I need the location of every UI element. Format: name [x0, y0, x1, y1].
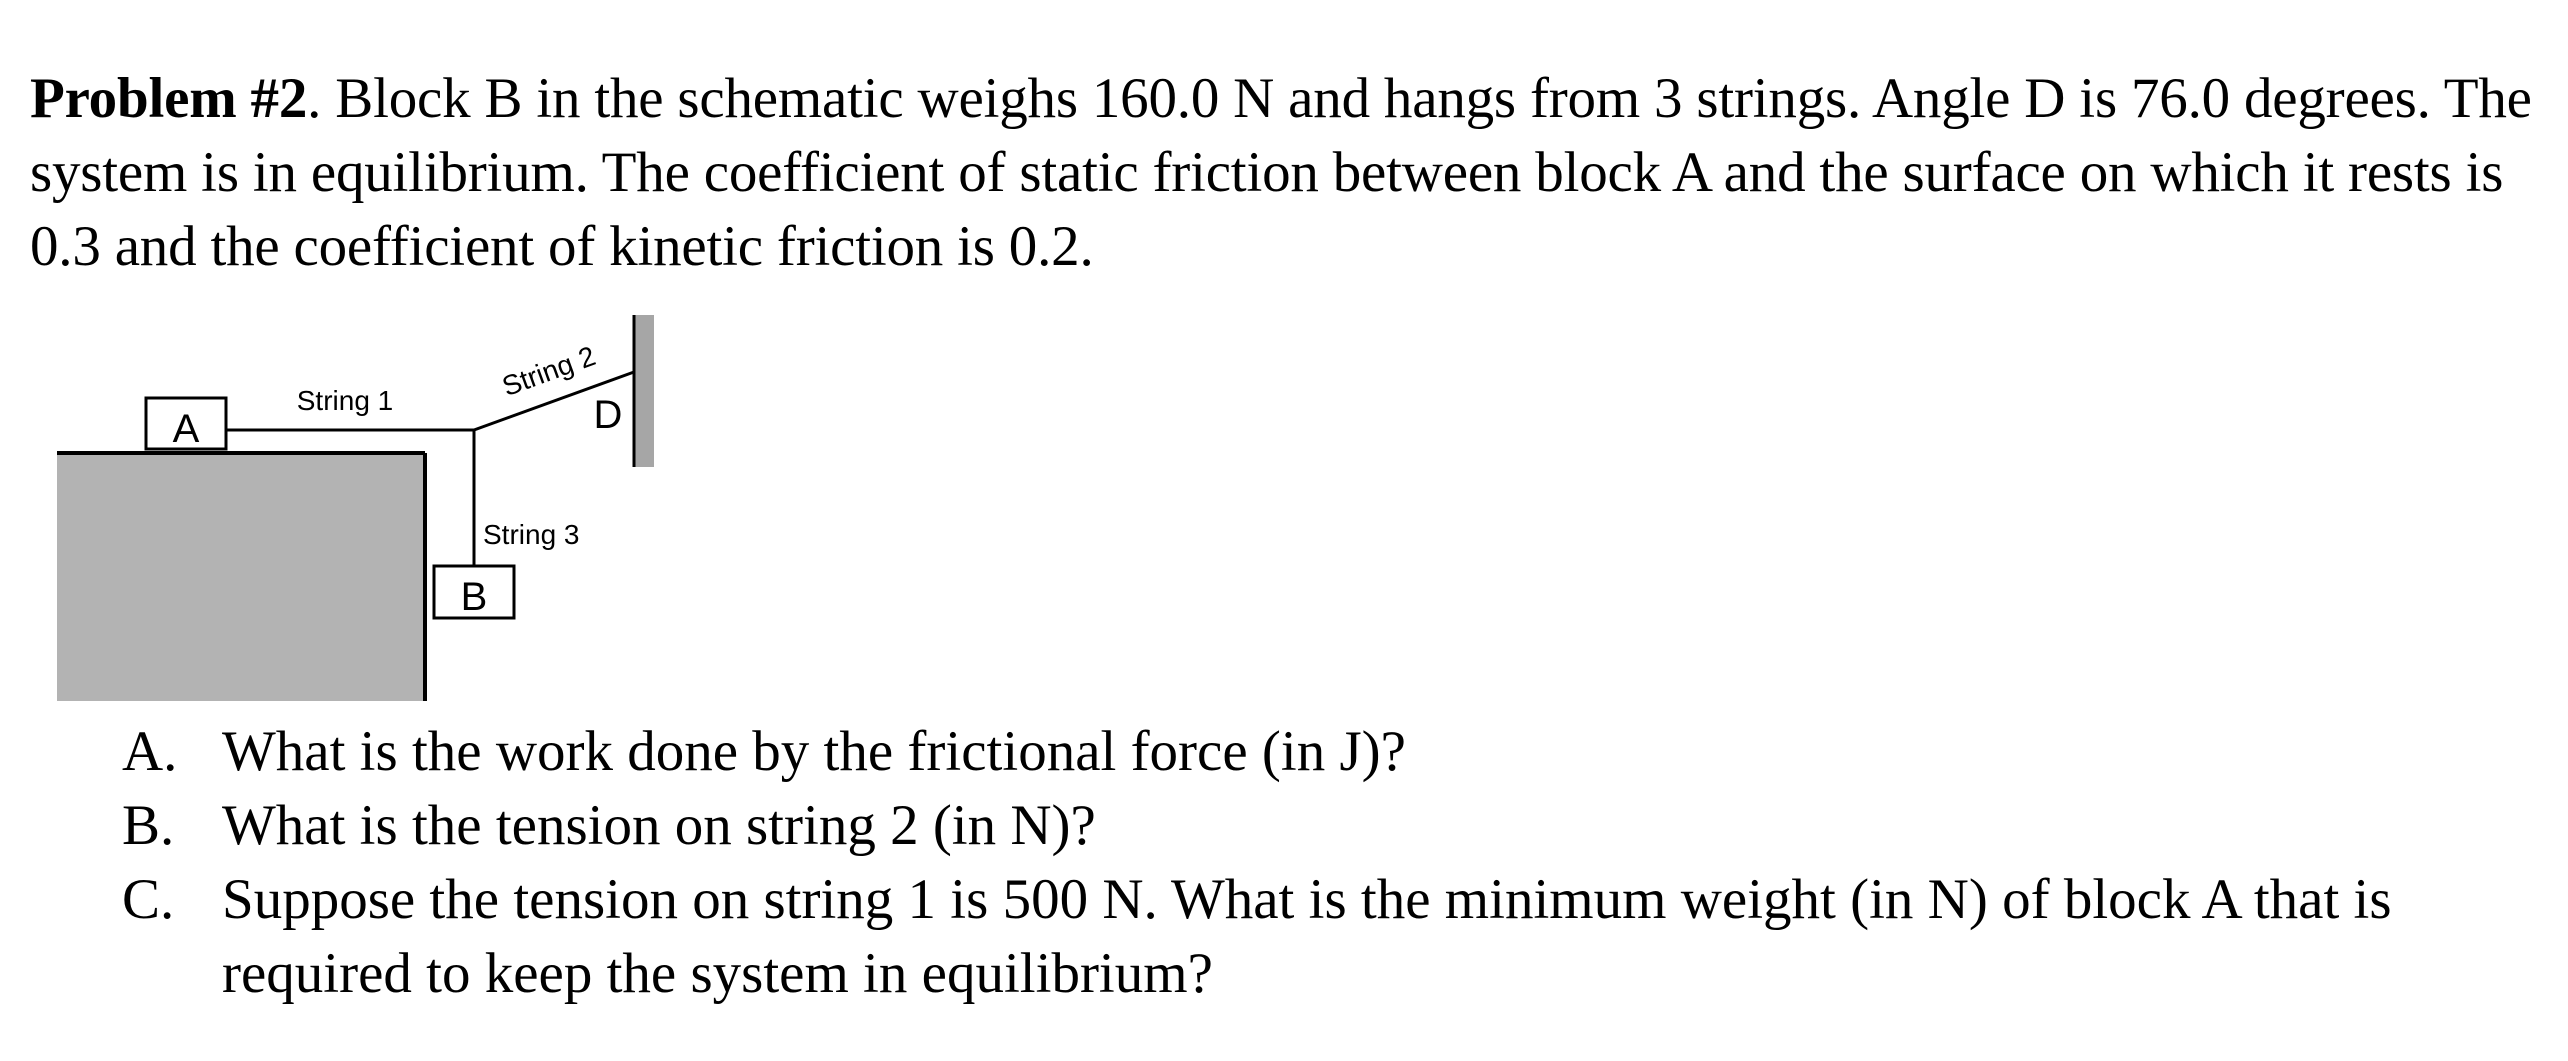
problem-title: Problem #2 [30, 67, 308, 130]
question-letter: B. [122, 794, 175, 857]
problem-statement [30, 62, 2550, 284]
question-item [122, 715, 2542, 789]
block-b-label: B [460, 575, 488, 619]
question-list [122, 715, 2542, 1011]
question-letter: A. [122, 720, 178, 783]
problem-text: . Block B in the schematic weighs 160.0 N and hangs from 3 strings. Angle D is 76.0 degrees. The system is in equilibrium. The coefficient of static friction between block A and the surface on which it rests is 0.3 and the coefficient of kinetic friction is 0.2. [30, 67, 2532, 278]
string-3-label: String 3 [483, 519, 580, 550]
schematic-diagram [0, 300, 700, 720]
angle-d-label: D [593, 393, 623, 437]
question-text: What is the work done by the frictional force (in J)? [222, 720, 1406, 783]
string-2-label: String 2 [498, 340, 600, 403]
block-a-label: A [172, 407, 200, 451]
wall [634, 315, 654, 467]
string-1-label: String 1 [296, 385, 394, 416]
question-item [122, 789, 2542, 863]
question-text: What is the tension on string 2 (in N)? [222, 794, 1096, 857]
question-text: Suppose the tension on string 1 is 500 N. What is the minimum weight (in N) of block A that is required to keep the system in equilibrium? [222, 868, 2392, 1005]
question-letter: C. [122, 868, 175, 931]
table-surface [57, 453, 425, 701]
question-item [122, 863, 2542, 1011]
